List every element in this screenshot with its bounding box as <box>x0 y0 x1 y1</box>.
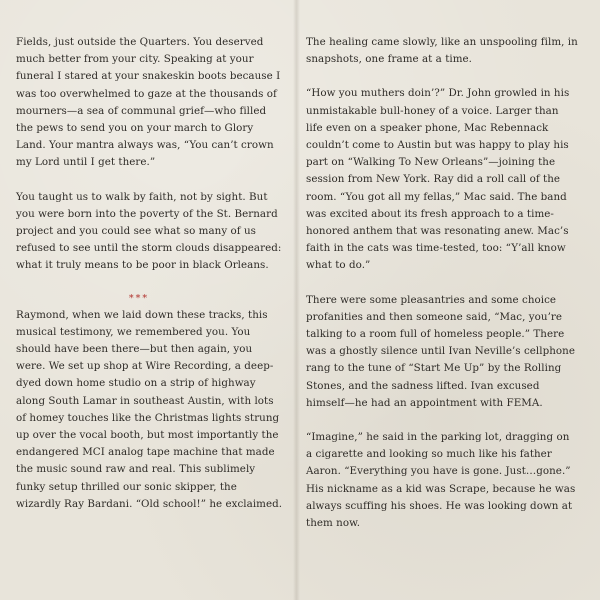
paragraph: You taught us to walk by faith, not by sight. But you were born into the poverty of the St. Bernard project and you could see what so many of us refused to see until the storm clouds disappeared: what it truly means to be poor in black Orleans. <box>16 190 282 272</box>
section-separator: *** <box>128 292 150 304</box>
paragraph: Raymond, when we laid down these tracks, this musical testimony, we remembered you. You should have been there—but then again, you were. We set up shop at Wire Recording, a deep-dyed down home studio on a strip of highway along South Lamar in southeast Austin, with lots of homey touches like the Christmas lights strung up over the vocal booth, but most importantly the endangered MCI analog tape machine that made the music sound raw and real. This sublimely funky setup thrilled our sonic skipper, the wizardly Ray Bardani. “Old school!” he exclaimed. <box>16 308 283 510</box>
left-column <box>16 34 284 530</box>
paragraph: “Imagine,” he said in the parking lot, dragging on a cigarette and looking so much like his father Aaron. “Everything you have is gone. Just…gone.” His nickname as a kid was Scrape, because he was always scuffing his shoes. He was looking down at them now. <box>306 431 576 530</box>
paragraph: Fields, just outside the Quarters. You deserved much better from your city. Speaking at your funeral I stared at your snakeskin boots because I was too overwhelmed to gaze at the thousands of mourners—a sea of communal grief—who filled the pews to send you on your march to Glory Land. Your mantra always was, “You can’t crown my Lord until I get there.” <box>16 36 281 169</box>
paragraph: The healing came slowly, like an unspooling film, in snapshots, one frame at a time. <box>306 36 578 66</box>
right-column <box>306 34 578 549</box>
paragraph: There were some pleasantries and some choice profanities and then someone said, “Mac, you’re talking to a room full of homeless people.” There was a ghostly silence until Ivan Neville’s cellphone rang to the tune of “Start Me Up” by the Rolling Stones, and the sadness lifted. Ivan excused himself—he had an appointment with FEMA. <box>306 293 575 409</box>
page-fold <box>293 0 300 600</box>
paragraph: “How you muthers doin’?” Dr. John growled in his unmistakable bull-honey of a voice. Larger than life even on a speaker phone, Mac Rebennack couldn’t come to Austin but was happy to play his part on “Walking To New Orleans”—joining the session from New York. Ray did a roll call of the room. “You got all my fellas,” Mac said. The band was excited about its fresh approach to a time-honored anthem that was resonating anew. Mac’s faith in the cats was time-tested, too: “Y’all know what to do.” <box>306 87 570 272</box>
